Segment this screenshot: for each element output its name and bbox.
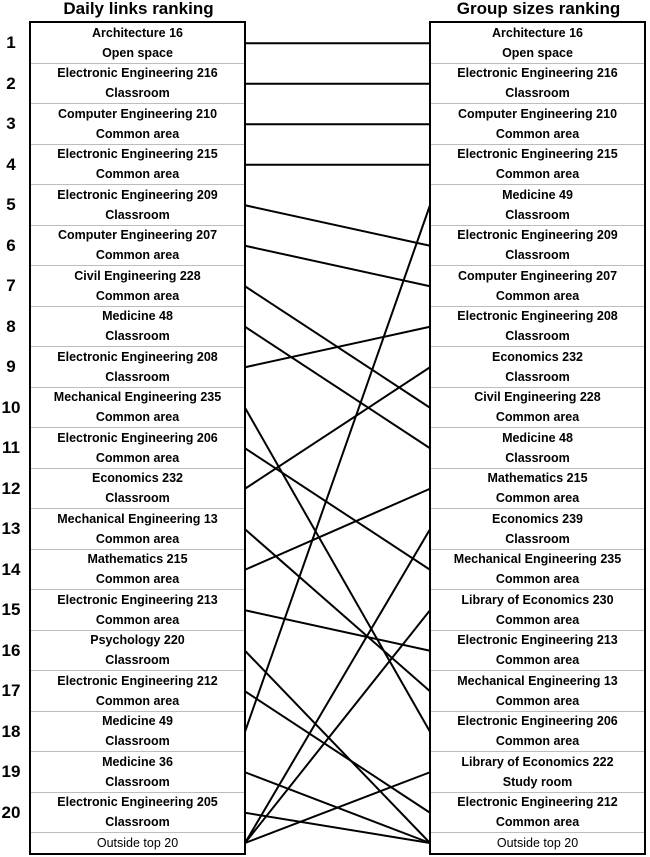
left-location-name: Economics 232	[91, 471, 183, 486]
right-location-type: Classroom	[505, 248, 570, 263]
rank-number: 14	[1, 559, 21, 579]
left-location-name: Computer Engineering 210	[57, 106, 218, 121]
rank-number: 20	[1, 802, 21, 822]
right-location-type: Classroom	[505, 531, 570, 546]
left-rank-12-cell	[31, 469, 244, 510]
right-rank-4-cell	[431, 145, 644, 186]
rank-number: 18	[1, 721, 21, 741]
link-line	[245, 327, 430, 449]
left-rank-10-cell	[31, 388, 244, 429]
left-location-name: Psychology 220	[90, 633, 185, 648]
rank-number: 4	[6, 154, 16, 174]
right-location-type: Study room	[502, 774, 573, 789]
rank-number: 5	[6, 195, 16, 214]
right-rank-12-cell	[431, 469, 644, 510]
left-location-type: Classroom	[105, 815, 170, 830]
left-location-name: Civil Engineering 228	[74, 268, 201, 283]
right-rank-9-cell	[431, 347, 644, 388]
right-rank-11-cell	[431, 428, 644, 469]
left-rank-18-cell	[31, 712, 244, 753]
left-location-name: Electronic Engineering 208	[57, 349, 218, 364]
link-line	[245, 651, 430, 843]
link-line	[245, 367, 430, 489]
left-location-name: Electronic Engineering 213	[57, 592, 218, 607]
left-location-type: Common area	[95, 248, 180, 263]
link-line	[245, 610, 430, 651]
link-line	[245, 772, 430, 843]
right-location-type: Common area	[495, 288, 580, 303]
left-rank-19-cell	[31, 752, 244, 793]
rank-number: 8	[6, 316, 16, 336]
right-rank-13-cell	[431, 509, 644, 550]
right-location-type: Common area	[495, 126, 580, 141]
left-location-name: Mechanical Engineering 235	[53, 390, 222, 405]
left-rank-1-cell	[31, 23, 244, 64]
right-rank-1-cell	[431, 23, 644, 64]
right-rank-2-cell	[431, 64, 644, 105]
link-line	[245, 286, 430, 408]
right-location-name: Electronic Engineering 208	[457, 309, 618, 324]
left-rank-14-cell	[31, 550, 244, 591]
rank-number: 7	[6, 276, 16, 295]
rank-number: 19	[1, 762, 21, 781]
right-location-name: Economics 239	[491, 511, 583, 526]
right-rank-6-cell	[431, 226, 644, 267]
right-rank-15-cell	[431, 590, 644, 631]
left-location-type: Open space	[102, 45, 173, 60]
right-location-type: Common area	[495, 653, 580, 668]
right-location-name: Electronic Engineering 215	[457, 147, 618, 162]
right-rank-10-cell	[431, 388, 644, 429]
right-location-name: Computer Engineering 207	[457, 268, 618, 283]
left-rank-8-cell	[31, 307, 244, 348]
right-location-name: Library of Economics 230	[461, 592, 614, 607]
rank-number: 16	[1, 640, 21, 660]
right-rank-20-cell	[431, 793, 644, 834]
left-rank-7-cell	[31, 266, 244, 307]
left-location-name: Electronic Engineering 216	[57, 66, 218, 81]
left-location-type: Common area	[95, 410, 180, 425]
right-location-name: Computer Engineering 210	[457, 106, 618, 121]
left-column-title: Daily links ranking	[63, 0, 214, 18]
right-rank-7-cell	[431, 266, 644, 307]
right-rank-19-cell	[431, 752, 644, 793]
right-column-title: Group sizes ranking	[456, 0, 621, 18]
link-line	[245, 205, 430, 246]
left-location-type: Common area	[95, 612, 180, 627]
right-location-name: Medicine 48	[502, 430, 573, 445]
link-line	[245, 691, 430, 813]
left-rank-6-cell	[31, 226, 244, 267]
left-location-type: Classroom	[105, 491, 170, 506]
right-location-type: Open space	[502, 45, 573, 60]
left-location-type: Common area	[95, 167, 180, 182]
right-location-type: Classroom	[505, 329, 570, 344]
link-line	[245, 772, 430, 843]
link-line	[245, 529, 430, 843]
right-rank-17-cell	[431, 671, 644, 712]
rank-number: 15	[1, 600, 21, 619]
left-location-type: Common area	[95, 288, 180, 303]
link-line	[245, 610, 430, 843]
right-location-type: Common area	[495, 572, 580, 587]
rank-number: 10	[1, 397, 21, 417]
right-location-name: Electronic Engineering 213	[457, 633, 618, 648]
left-location-type: Classroom	[105, 734, 170, 749]
left-location-type: Classroom	[105, 329, 170, 344]
right-location-name: Library of Economics 222	[461, 754, 614, 769]
right-rank-16-cell	[431, 631, 644, 672]
right-location-type: Classroom	[505, 369, 570, 384]
rank-number: 3	[6, 114, 16, 133]
right-location-type: Common area	[495, 167, 580, 182]
right-location-type: Common area	[495, 734, 580, 749]
rank-number: 13	[1, 519, 21, 538]
right-location-type: Common area	[495, 693, 580, 708]
left-location-type: Common area	[95, 126, 180, 141]
group-sizes-column	[429, 21, 646, 855]
right-location-name: Electronic Engineering 212	[457, 795, 618, 810]
left-rank-9-cell	[31, 347, 244, 388]
left-location-type: Classroom	[105, 86, 170, 101]
right-location-name: Mechanical Engineering 13	[457, 673, 618, 688]
left-location-name: Mechanical Engineering 13	[57, 511, 218, 526]
left-location-type: Classroom	[105, 369, 170, 384]
link-line	[245, 205, 430, 732]
left-rank-17-cell	[31, 671, 244, 712]
link-line	[245, 529, 430, 691]
left-location-type: Common area	[95, 531, 180, 546]
rank-number: 1	[6, 33, 16, 52]
right-outside-top-20: Outside top 20	[496, 836, 579, 850]
link-line	[245, 246, 430, 287]
right-location-type: Classroom	[505, 450, 570, 465]
right-location-type: Common area	[495, 815, 580, 830]
right-location-name: Mechanical Engineering 235	[453, 552, 622, 567]
left-location-name: Electronic Engineering 215	[57, 147, 218, 162]
left-location-type: Classroom	[105, 774, 170, 789]
left-location-name: Medicine 36	[102, 754, 173, 769]
right-location-name: Civil Engineering 228	[474, 390, 601, 405]
left-location-type: Common area	[95, 693, 180, 708]
left-location-name: Electronic Engineering 205	[57, 795, 218, 810]
rank-number: 17	[1, 681, 21, 700]
link-line	[245, 408, 430, 732]
left-rank-3-cell	[31, 104, 244, 145]
left-location-name: Medicine 48	[102, 309, 173, 324]
rank-number: 6	[6, 235, 16, 255]
left-rank-5-cell	[31, 185, 244, 226]
left-location-name: Electronic Engineering 206	[57, 430, 218, 445]
right-location-name: Electronic Engineering 209	[457, 228, 618, 243]
left-location-name: Computer Engineering 207	[57, 228, 218, 243]
right-location-type: Classroom	[505, 207, 570, 222]
right-location-type: Common area	[495, 491, 580, 506]
right-rank-5-cell	[431, 185, 644, 226]
left-rank-4-cell	[31, 145, 244, 186]
left-location-type: Common area	[95, 450, 180, 465]
left-location-type: Classroom	[105, 653, 170, 668]
rank-number: 11	[2, 438, 20, 457]
left-location-name: Electronic Engineering 209	[57, 187, 218, 202]
right-location-name: Architecture 16	[491, 25, 583, 40]
link-line	[245, 448, 430, 570]
right-location-type: Common area	[495, 612, 580, 627]
right-rank-14-cell	[431, 550, 644, 591]
left-outside-top-20: Outside top 20	[96, 836, 179, 850]
left-rank-13-cell	[31, 509, 244, 550]
right-location-name: Electronic Engineering 216	[457, 66, 618, 81]
left-location-type: Classroom	[105, 207, 170, 222]
right-location-type: Classroom	[505, 86, 570, 101]
right-location-name: Mathematics 215	[487, 471, 588, 486]
rank-number: 9	[6, 357, 16, 376]
right-rank-8-cell	[431, 307, 644, 348]
left-rank-11-cell	[31, 428, 244, 469]
rank-number: 2	[6, 73, 16, 93]
right-rank-3-cell	[431, 104, 644, 145]
left-rank-20-cell	[31, 793, 244, 834]
right-location-name: Medicine 49	[502, 187, 573, 202]
rank-number: 12	[1, 478, 21, 498]
link-line	[245, 327, 430, 368]
right-location-type: Common area	[495, 410, 580, 425]
link-line	[245, 489, 430, 570]
left-rank-2-cell	[31, 64, 244, 105]
right-location-name: Electronic Engineering 206	[457, 714, 618, 729]
left-location-name: Mathematics 215	[87, 552, 188, 567]
left-rank-16-cell	[31, 631, 244, 672]
left-location-name: Architecture 16	[91, 25, 183, 40]
left-location-name: Medicine 49	[102, 714, 173, 729]
right-rank-18-cell	[431, 712, 644, 753]
daily-links-column	[29, 21, 246, 855]
left-rank-15-cell	[31, 590, 244, 631]
link-line	[245, 813, 430, 843]
left-location-name: Electronic Engineering 212	[57, 673, 218, 688]
right-location-name: Economics 232	[491, 349, 583, 364]
left-location-type: Common area	[95, 572, 180, 587]
